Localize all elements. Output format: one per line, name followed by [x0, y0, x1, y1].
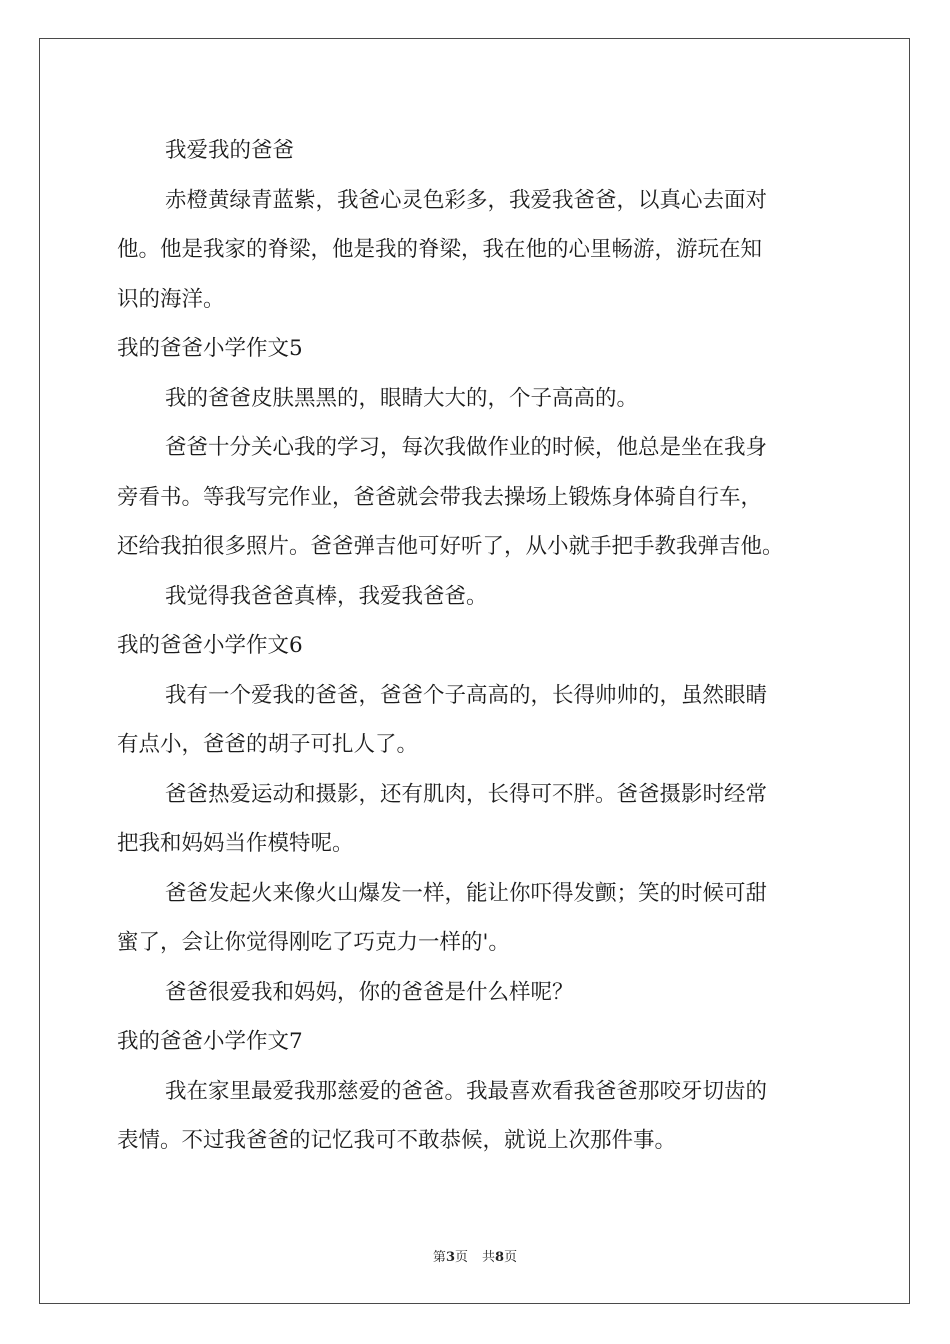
paragraph-line: 我觉得我爸爸真棒，我爱我爸爸。 — [165, 583, 488, 609]
document-body — [117, 126, 837, 1166]
paragraph-line: 我在家里最爱我那慈爱的爸爸。我最喜欢看我爸爸那咬牙切齿的 — [165, 1078, 768, 1104]
paragraph-line: 我的爸爸皮肤黑黑的，眼睛大大的，个子高高的。 — [165, 385, 639, 411]
section-heading: 我的爸爸小学作文7 — [117, 1029, 303, 1054]
paragraph-line: 还给我拍很多照片。爸爸弹吉他可好听了，从小就手把手教我弹吉他。 — [117, 534, 784, 559]
section-heading: 我的爸爸小学作文6 — [117, 633, 303, 658]
paragraph-line: 赤橙黄绿青蓝紫，我爸心灵色彩多，我爱我爸爸，以真心去面对 — [165, 187, 768, 213]
page-prefix: 第 — [432, 1250, 446, 1265]
paragraph-line: 爸爸发起火来像火山爆发一样，能让你吓得发颤；笑的时候可甜 — [165, 880, 768, 906]
paragraph-line: 蜜了，会让你觉得刚吃了巧克力一样的'。 — [117, 930, 510, 955]
paragraph-line: 识的海洋。 — [117, 286, 225, 312]
total-suffix: 页 — [504, 1250, 518, 1265]
paragraph-line: 旁看书。等我写完作业，爸爸就会带我去操场上锻炼身体骑自行车， — [117, 484, 763, 510]
total-prefix: 共 — [482, 1250, 496, 1265]
paragraph-line: 爸爸很爱我和妈妈，你的爸爸是什么样呢？ — [165, 979, 574, 1005]
paragraph-line: 爸爸热爱运动和摄影，还有肌肉，长得可不胖。爸爸摄影时经常 — [165, 781, 768, 807]
paragraph-line: 他。他是我家的脊梁，他是我的脊梁，我在他的心里畅游，游玩在知 — [117, 237, 763, 262]
paragraph-line: 表情。不过我爸爸的记忆我可不敢恭候，就说上次那件事。 — [117, 1128, 677, 1153]
total-pages: 8 — [495, 1250, 505, 1265]
paragraph-line: 把我和妈妈当作模特呢。 — [117, 831, 354, 856]
paragraph-line: 有点小，爸爸的胡子可扎人了。 — [117, 732, 419, 757]
paragraph-line: 我爱我的爸爸 — [165, 138, 295, 163]
section-heading: 我的爸爸小学作文5 — [117, 336, 303, 361]
paragraph-line: 爸爸十分关心我的学习，每次我做作业的时候，他总是坐在我身 — [165, 435, 768, 460]
page-footer — [0, 1246, 950, 1265]
paragraph-line: 我有一个爱我的爸爸，爸爸个子高高的，长得帅帅的，虽然眼睛 — [165, 682, 768, 708]
page-suffix: 页 — [454, 1250, 468, 1265]
page-number: 3 — [445, 1250, 455, 1265]
